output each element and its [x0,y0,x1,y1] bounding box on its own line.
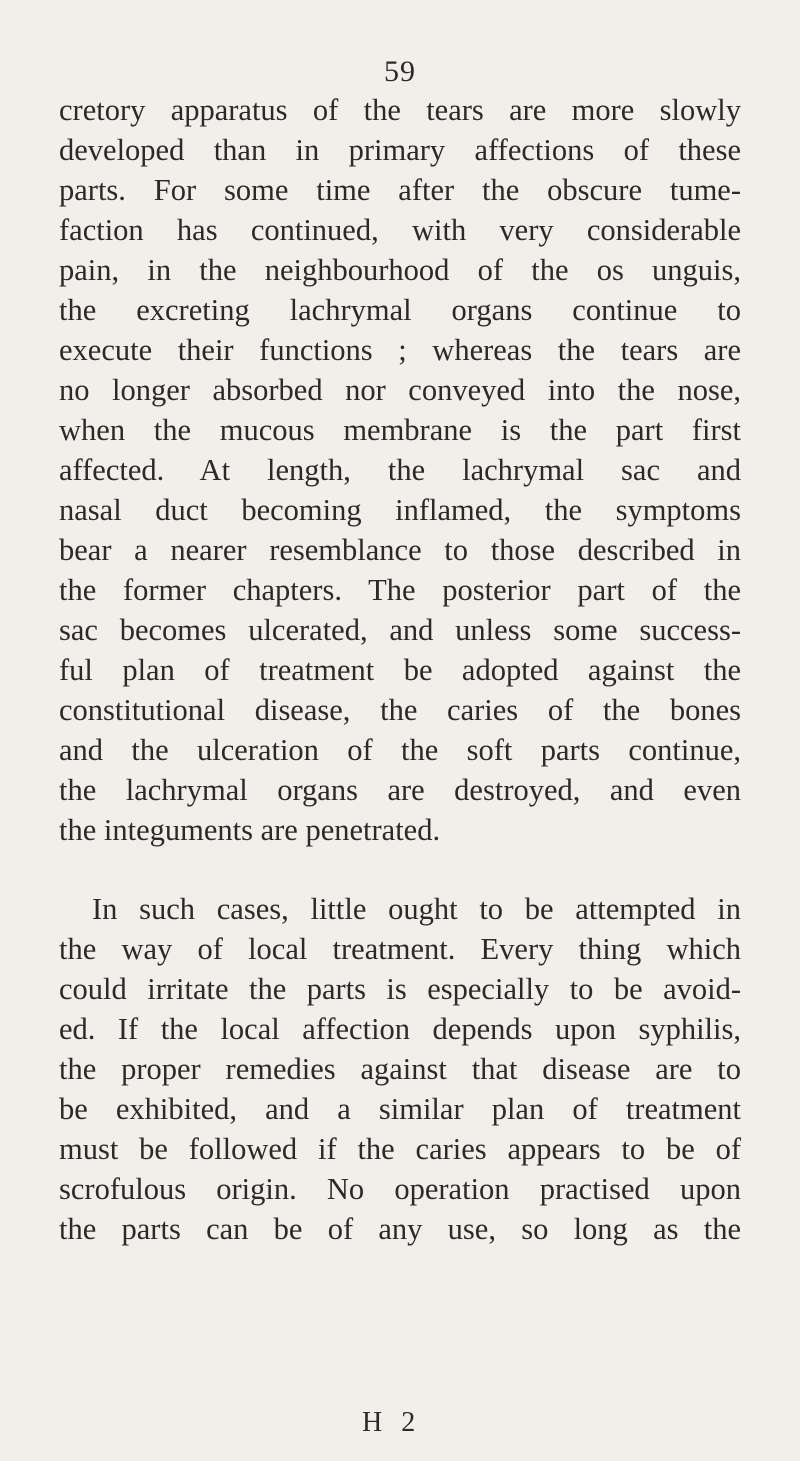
text-line: the way of local treatment. Every thing which [59,932,741,966]
text-line: sac becomes ulcerated, and unless some success- [59,613,741,647]
text-line: could irritate the parts is especially to be avoid- [59,972,741,1006]
text-line: the proper remedies against that disease are to [59,1052,741,1086]
text-line: when the mucous membrane is the part first [59,413,741,447]
text-line: the former chapters. The posterior part of the [59,573,741,607]
text-line: ed. If the local affection depends upon syphilis, [59,1012,741,1046]
text-line: and the ulceration of the soft parts continue, [59,733,741,767]
text-line: bear a nearer resemblance to those described in [59,533,741,567]
text-line: must be followed if the caries appears to be of [59,1132,741,1166]
text-line: cretory apparatus of the tears are more slowly [59,93,741,127]
text-line: In such cases, little ought to be attempted in [92,892,741,926]
text-line: nasal duct becoming inflamed, the symptoms [59,493,741,527]
text-line: the lachrymal organs are destroyed, and even [59,773,741,807]
text-line: parts. For some time after the obscure tume- [59,173,741,207]
text-line: execute their functions ; whereas the tears are [59,333,741,367]
text-line: faction has continued, with very considerable [59,213,741,247]
text-line: the excreting lachrymal organs continue to [59,293,741,327]
text-line: no longer absorbed nor conveyed into the nose, [59,373,741,407]
signature-mark: H 2 [362,1407,422,1438]
text-line: pain, in the neighbourhood of the os unguis, [59,253,741,287]
text-line: the parts can be of any use, so long as the [59,1212,741,1246]
text-line: be exhibited, and a similar plan of treatment [59,1092,741,1126]
text-line: constitutional disease, the caries of the bones [59,693,741,727]
text-line: developed than in primary affections of these [59,133,741,167]
text-line: ful plan of treatment be adopted against the [59,653,741,687]
text-line: affected. At length, the lachrymal sac and [59,453,741,487]
page-number: 59 [384,55,416,88]
text-line: scrofulous origin. No operation practised upon [59,1172,741,1206]
text-line: the integuments are penetrated. [59,813,441,847]
